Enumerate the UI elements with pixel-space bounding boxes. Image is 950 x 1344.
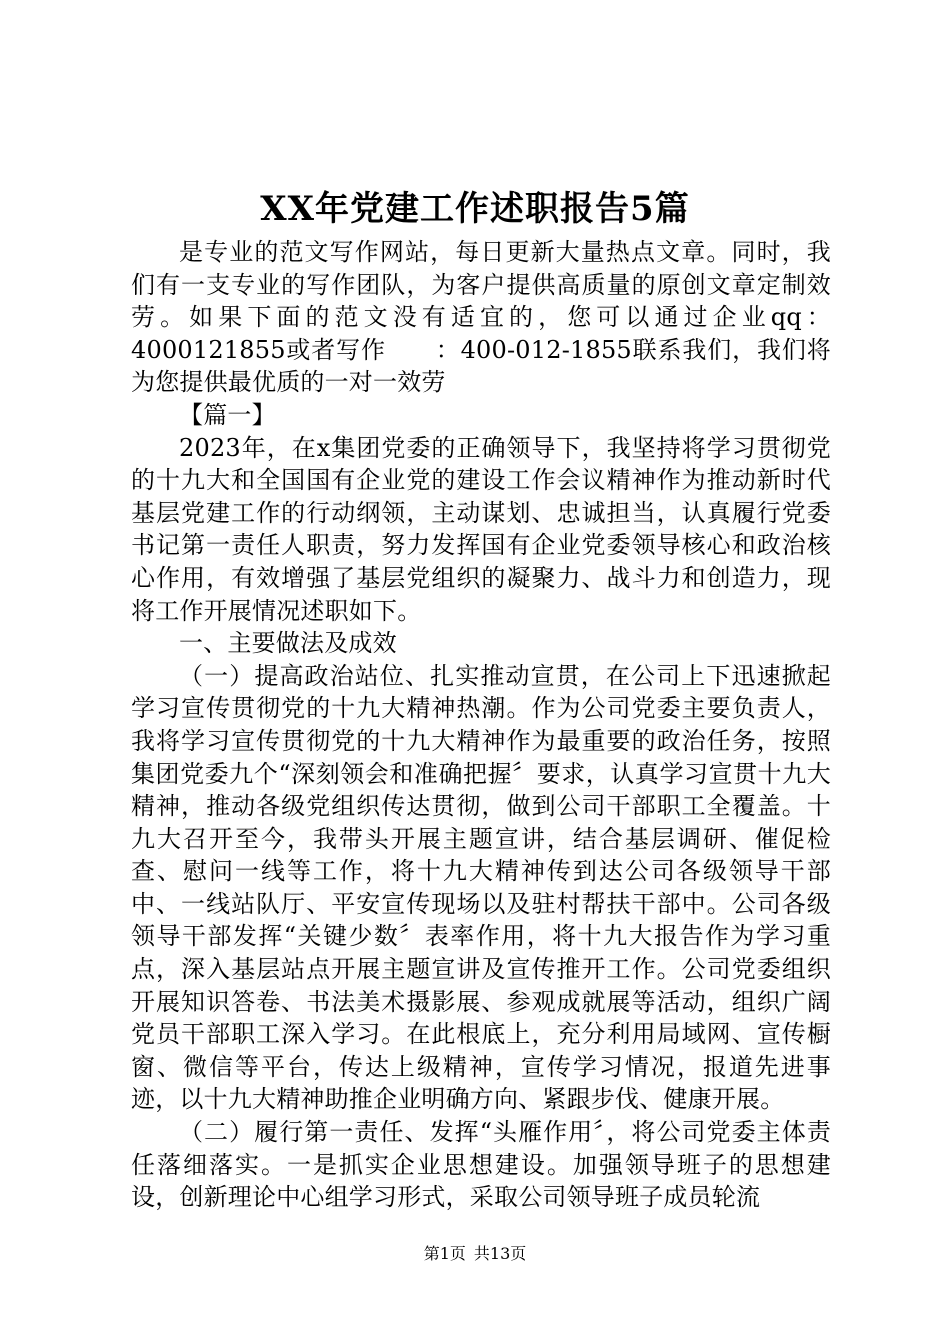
- document-title: XX年党建工作述职报告5篇: [260, 189, 690, 229]
- intro-paragraph: 是专业的范文写作网站，每日更新大量热点文章。同时，我们有一支专业的写作团队，为客户提供高质量的原创文章定制效劳。如果下面的范文没有适宜的，您可以通过企业qq：4000121855或者写作 ：400-012-1855联系我们，我们将为您提供最优质的一对一效劳: [131, 238, 831, 397]
- page-number: 第1页: [423, 1244, 466, 1263]
- section-label-part-one: 【篇一】: [179, 400, 276, 429]
- paragraph-item-one: （一）提高政治站位、扎实推动宣贯，在公司上下迅速掀起学习宣传贯彻党的十九大精神热潮。作为公司党委主要负责人，我将学习宣传贯彻党的十九大精神作为最重要的政治任务，按照集团党委九个“深刻领会和准确把握〞要求，认真学习宣贯十九大精神，推动各级党组织传达贯彻，做到公司干部职工全覆盖。十九大召开至今，我带头开展主题宣讲，结合基层调研、催促检查、慰问一线等工作，将十九大精神传到达公司各级领导干部中、一线站队厅、平安宣传现场以及驻村帮扶干部中。公司各级领导干部发挥“关键少数〞表率作用，将十九大报告作为学习重点，深入基层站点开展主题宣讲及宣传推开工作。公司党委组织开展知识答卷、书法美术摄影展、参观成就展等活动，组织广阔党员干部职工深入学习。在此根底上，充分利用局域网、宣传橱窗、微信等平台，传达上级精神，宣传学习情况，报道先进事迹，以十九大精神助推企业明确方向、紧跟步伐、健康开展。: [131, 661, 831, 1114]
- section-heading-main-practices: 一、主要做法及成效: [179, 629, 397, 658]
- paragraph-item-two: （二）履行第一责任、发挥“头雁作用〞，将公司党委主体责任落细落实。一是抓实企业思想建设。加强领导班子的思想建设，创新理论中心组学习形式，采取公司领导班子成员轮流: [131, 1118, 831, 1212]
- document-body: [131, 236, 831, 1214]
- page-total: 共13页: [473, 1244, 527, 1263]
- page-footer: [0, 1242, 950, 1266]
- opening-paragraph: 2023年，在x集团党委的正确领导下，我坚持将学习贯彻党的十九大和全国国有企业党的建设工作会议精神作为推动新时代基层党建工作的行动纲领，主动谋划、忠诚担当，认真履行党委书记第一责任人职责，努力发挥国有企业党委领导核心和政治核心作用，有效增强了基层党组织的凝聚力、战斗力和创造力，现将工作开展情况述职如下。: [131, 433, 831, 625]
